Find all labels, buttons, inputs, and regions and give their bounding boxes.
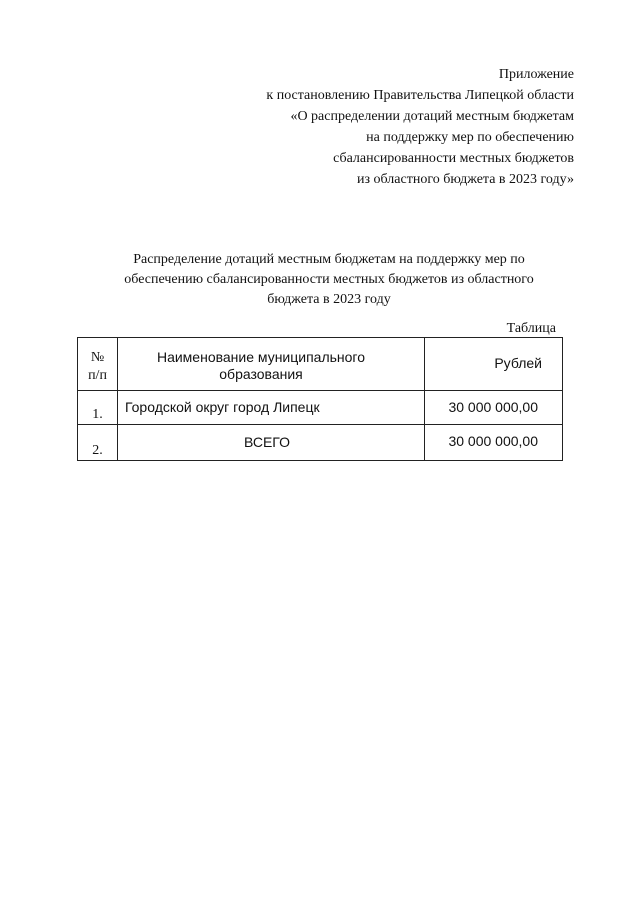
header-line: сбалансированности местных бюджетов: [333, 151, 574, 166]
header-line: Приложение: [498, 67, 574, 82]
column-header-name-line1: Наименование муниципального: [156, 349, 366, 365]
title-line: бюджета в 2023 году: [267, 292, 391, 307]
column-header-name-line2: образования: [219, 366, 303, 382]
header-line: на поддержку мер по обеспечению: [366, 130, 574, 145]
header-line: «О распределении дотаций местным бюджетам: [290, 109, 574, 124]
row-number: 1.: [78, 391, 118, 425]
table-row: [78, 391, 563, 425]
title-line: обеспечению сбалансированности местных бюджетов из областного: [124, 272, 534, 287]
column-header-number: [78, 338, 118, 391]
header-line: из областного бюджета в 2023 году»: [357, 172, 574, 187]
appendix-header: [266, 64, 574, 190]
budget-table: [77, 337, 563, 461]
row-number: 2.: [78, 425, 118, 461]
column-header-name: [118, 338, 425, 391]
column-header-number-line2: п/п: [88, 368, 107, 383]
document-title: [98, 250, 560, 310]
table-row-total: [78, 425, 563, 461]
title-line: Распределение дотаций местным бюджетам на поддержку мер по: [133, 252, 525, 267]
column-header-number-line1: №: [90, 350, 105, 365]
municipality-name: Городской округ город Липецк: [118, 391, 425, 425]
table-caption: Таблица: [506, 321, 556, 336]
amount-value: 30 000 000,00: [425, 391, 563, 425]
header-line: к постановлению Правительства Липецкой области: [266, 88, 574, 103]
total-amount-value: 30 000 000,00: [425, 425, 563, 461]
total-label: ВСЕГО: [118, 425, 425, 461]
column-header-amount: Рублей: [425, 338, 563, 391]
table-header-row: [78, 338, 563, 391]
